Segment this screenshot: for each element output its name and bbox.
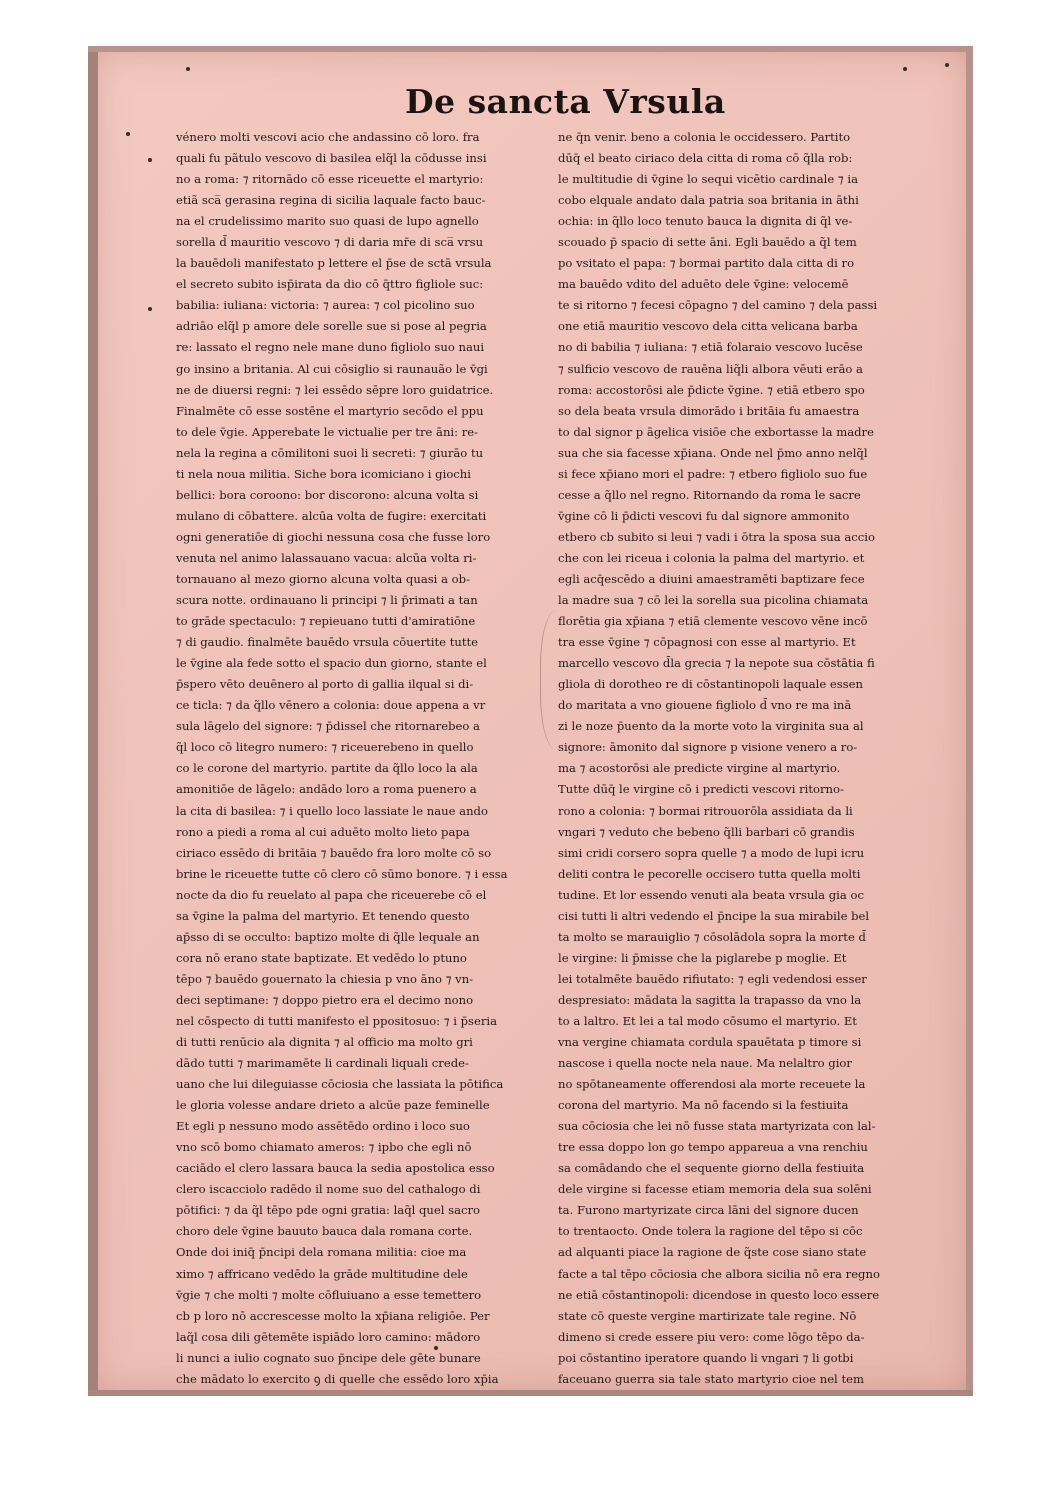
- ink-speck: [903, 67, 907, 71]
- text-line: clero iscacciolo radēdo il nome suo del cathalogo di: [176, 1182, 481, 1197]
- text-line: si fece xp̄iano mori el padre: ⁊ etbero figliolo suo fue: [558, 466, 868, 481]
- text-line: ta molto se marauiglio ⁊ cōsolādola sopra la morte d̄: [558, 929, 866, 944]
- text-line: tornauano al mezo giorno alcuna volta quasi a ob-: [176, 571, 470, 586]
- text-line: ogni generatiōe di giochi nessuna cosa che fusse loro: [176, 529, 491, 544]
- text-line: le virgine: li p̄misse che la piglarebe p moglie. Et: [558, 950, 847, 965]
- text-line: nocte da dio fu reuelato al papa che riceuerebe cō el: [176, 887, 487, 902]
- text-line: uano che lui dileguiasse cōciosia che lassiata la pōtifica: [176, 1077, 504, 1092]
- text-line: p̄spero vēto deuēnero al porto di gallia ilqual si di-: [176, 677, 474, 692]
- text-line: brine le riceuette tutte cō clero cō sūmo bonore. ⁊ i essa: [176, 866, 508, 881]
- text-line: ciriaco essēdo di britāia ⁊ bauēdo fra loro molte cō so: [176, 845, 492, 860]
- text-line: di tutti renūcio ala dignita ⁊ al officio ma molto gri: [176, 1035, 473, 1050]
- text-line: ad alquanti piace la ragione de q̃ste cose siano state: [558, 1245, 867, 1260]
- text-line: deci septimane: ⁊ doppo pietro era el decimo nono: [176, 992, 474, 1007]
- text-line: corona del martyrio. Ma nō facendo si la festiuita: [558, 1098, 849, 1113]
- text-line: cora nō erano state baptizate. Et vedēdo lo ptuno: [176, 950, 467, 965]
- text-line: to dal signor p āgelica visiōe che exbortasse la madre: [558, 424, 874, 439]
- text-line: to trentaocto. Onde tolera la ragione del tēpo si cōc: [558, 1224, 863, 1239]
- ink-speck: [945, 63, 949, 67]
- text-line: te si ritorno ⁊ fecesi cōpagno ⁊ del camino ⁊ dela passi: [558, 298, 878, 313]
- text-line: le multitudie di v̄gine lo sequi vicētio cardinale ⁊ ia: [558, 172, 858, 187]
- text-line: che mādato lo exercito ꝯ di quelle che essēdo loro xp̄ia: [176, 1371, 499, 1386]
- text-line: vénero molti vescovi acio che andassino cō loro. fra: [176, 130, 480, 144]
- text-line: faceuano guerra sia tale stato martyrio cioe nel tem: [558, 1371, 864, 1386]
- text-line: cb p loro nō accrescesse molto la xp̄iana religiōe. Per: [176, 1308, 490, 1323]
- text-line: rono a piedi a roma al cui aduēto molto lieto papa: [176, 824, 470, 839]
- text-line: zi le noze p̄uento da la morte voto la virginita sua al: [558, 719, 864, 734]
- text-line: gliola di dorotheo re di cōstantinopoli laquale essen: [558, 677, 863, 692]
- text-line: ⁊ di gaudio. finalmēte bauēdo vrsula cōuertite tutte: [176, 635, 479, 650]
- text-line: ce ticla: ⁊ da q̃llo vēnero a colonia: doue appena a vr: [176, 698, 486, 713]
- text-line: laq̃l cosa dili gētemēte ispiādo loro camino: mādoro: [176, 1329, 481, 1344]
- ink-speck: [148, 158, 152, 162]
- text-line: go insino a britania. Al cui cōsiglio si raunauão le v̄gi: [176, 361, 488, 376]
- right-text-column: [558, 127, 918, 1390]
- text-line: scura notte. ordinauano li principi ⁊ li p̄rimati a tan: [176, 593, 478, 608]
- text-line: scouado p̄ spacio di sette āni. Egli bauēdo a q̃l tem: [558, 235, 857, 250]
- text-line: deliti contra le pecorelle occisero tutta quella molti: [558, 866, 861, 881]
- text-line: simi cridi corsero sopra quelle ⁊ a modo de lupi icru: [558, 845, 865, 860]
- text-line: signore: āmonito dal signore p visione venero a ro-: [558, 740, 858, 755]
- text-line: re: lassato el regno nele mane duno figliolo suo naui: [176, 340, 485, 355]
- left-text-column: [176, 127, 536, 1390]
- text-line: Tutte dūq̄ le virgine cō i predicti vescovi ritorno-: [558, 782, 844, 797]
- text-line: ne q̄n venir. beno a colonia le occidessero. Partito: [558, 130, 851, 144]
- text-line: sorella d̄ mauritio vescovo ⁊ di daria mr̄e di sca̅ vrsu: [176, 235, 484, 250]
- text-line: florētia gia xp̄iana ⁊ etiā clemente vescovo vēne incō: [558, 614, 868, 629]
- text-line: Onde doi iniq̄ p̄ncipi dela romana militia: cioe ma: [176, 1245, 467, 1260]
- text-line: to grāde spectaculo: ⁊ repieuano tutti d'amiratiōne: [176, 614, 476, 629]
- text-line: rono a colonia: ⁊ bormai ritrouorōla assidiata da li: [558, 803, 853, 818]
- ink-speck: [186, 67, 190, 71]
- text-line: facte a tal tēpo cōciosia che albora sicilia nō era regno: [558, 1266, 880, 1281]
- text-line: pōtifici: ⁊ da q̃l tēpo pde ogni gratia: laq̃l quel sacro: [176, 1203, 481, 1218]
- text-line: la madre sua ⁊ cō lei la sorella sua picolina chiamata: [558, 593, 869, 608]
- text-line: el secreto subito isp̄irata da dio cō q̄ttro figliole suc:: [176, 277, 484, 292]
- text-line: lei totalmēte bauēdo rifiutato: ⁊ egli vedendosi esser: [558, 971, 867, 986]
- text-line: despresiato: mādata la sagitta la trapasso da vno la: [558, 992, 862, 1007]
- text-line: ximo ⁊ affricano vedēdo la grāde multitudine dele: [176, 1266, 468, 1281]
- text-line: dimeno si crede essere piu vero: come lōgo tēpo da-: [558, 1329, 865, 1344]
- text-line: one etiā mauritio vescovo dela citta velicana barba: [558, 319, 858, 334]
- text-line: le v̄gine ala fede sotto el spacio dun giorno, stante el: [176, 656, 487, 671]
- text-line: caciādo el clero lassara bauca la sedia apostolica esso: [176, 1161, 495, 1176]
- text-line: la bauēdoli manifestato p lettere el p̄se de sctā vrsula: [176, 256, 492, 271]
- text-line: no di babilia ⁊ iuliana: ⁊ etiā folaraio vescovo lucēse: [558, 340, 863, 355]
- text-line: la cita di basilea: ⁊ i quello loco lassiate le naue ando: [176, 803, 488, 818]
- text-line: tudine. Et lor essendo venuti ala beata vrsula gia oc: [558, 887, 864, 902]
- text-line: no a roma: ⁊ ritornādo cō esse riceuette el martyrio:: [176, 172, 484, 187]
- text-line: sua cōciosia che lei nō fusse stata martyrizata con lal-: [558, 1119, 876, 1134]
- text-line: sa v̄gine la palma del martyrio. Et tenendo questo: [176, 908, 470, 923]
- text-line: vngari ⁊ veduto che bebeno q̃lli barbari cō grandis: [558, 824, 855, 839]
- text-line: roma: accostorōsi ale p̄dicte v̄gine. ⁊ etiā etbero spo: [558, 382, 865, 397]
- page-edge-right: [966, 46, 973, 1396]
- text-line: li nunci a iulio cognato suo p̄ncipe dele gēte bunare: [176, 1350, 481, 1365]
- text-line: to a laltro. Et lei a tal modo cōsumo el martyrio. Et: [558, 1013, 857, 1028]
- page-edge-left: [88, 46, 98, 1396]
- text-line: Finalmēte cō esse sostēne el martyrio secōdo el ppu: [176, 403, 484, 418]
- text-line: so dela beata vrsula dimorādo i britāia fu amaestra: [558, 403, 860, 418]
- text-line: amonitiōe de lāgelo: andādo loro a roma puenero a: [176, 782, 477, 797]
- text-line: bellici: bora coroono: bor discorono: alcuna volta si: [176, 487, 479, 502]
- text-line: co le corone del martyrio. partite da q̃llo loco la ala: [176, 761, 478, 776]
- text-line: v̄gine cō li p̄dicti vescovi fu dal signore ammonito: [558, 508, 850, 523]
- text-line: po vsitato el papa: ⁊ bormai partito dala citta di ro: [558, 256, 855, 271]
- text-line: ma bauēdo vdito del aduēto dele v̄gine: velocemē: [558, 277, 849, 292]
- text-line: ne etiā cōstantinopoli: dicendose in questo loco essere: [558, 1287, 880, 1302]
- text-line: etiã sca̅ gerasina regina di sicilia laquale facto bauc-: [176, 193, 486, 208]
- text-line: ochia: in q̃llo loco tenuto bauca la dignita di q̃l ve-: [558, 214, 853, 229]
- text-line: venuta nel animo lalassauano vacua: alcūa volta ri-: [176, 550, 477, 565]
- text-line: ma ⁊ acostorōsi ale predicte virgine al martyrio.: [558, 761, 841, 776]
- text-line: ⁊ sulficio vescovo de rauēna liq̃li albora vēuti erāo a: [558, 361, 863, 376]
- ink-speck: [126, 132, 130, 136]
- text-line: babilia: iuliana: victoria: ⁊ aurea: ⁊ col picolino suo: [176, 298, 475, 313]
- page-edge-top: [88, 46, 973, 52]
- text-line: to dele v̄gie. Apperebate le victualie per tre āni: re-: [176, 424, 479, 439]
- text-line: che con lei riceua i colonia la palma del martyrio. et: [558, 550, 865, 565]
- text-line: nascose i quella nocte nela naue. Ma nelaltro gior: [558, 1056, 852, 1071]
- text-line: ta. Furono martyrizate circa lāni del signore ducen: [558, 1203, 859, 1218]
- text-line: poi cōstantino iperatore quando li vngari ⁊ li gotbi: [558, 1350, 854, 1365]
- page-heading: De sancta Vrsula: [405, 82, 726, 121]
- text-line: tre essa doppo lon go tempo appareua a vna renchiu: [558, 1140, 868, 1155]
- text-line: state cō queste vergine martirizate tale regine. Nō: [558, 1308, 857, 1323]
- text-line: tēpo ⁊ bauēdo gouernato la chiesia p vno āno ⁊ vn-: [176, 971, 474, 986]
- text-line: cisi tutti li altri vedendo el p̄ncipe la sua mirabile bel: [558, 908, 870, 923]
- text-line: no spōtaneamente offerendosi ala morte receuete la: [558, 1077, 866, 1092]
- text-line: na el crudelissimo marito suo quasi de lupo agnello: [176, 214, 479, 229]
- text-line: v̄gie ⁊ che molti ⁊ molte cōfluiuano a esse temettero: [176, 1287, 482, 1302]
- text-line: vna vergine chiamata cordula spauētata p timore si: [558, 1035, 862, 1050]
- text-line: adriāo elq̃l p amore dele sorelle sue si pose al pegria: [176, 319, 487, 334]
- text-line: nela la regina a cōmilitoni suoi li secreti: ⁊ giurāo tu: [176, 445, 484, 460]
- text-line: quali fu pãtulo vescovo di basilea elq̃l la cōdusse insi: [176, 151, 487, 166]
- text-line: marcello vescovo d̄la grecia ⁊ la nepote sua cōstātia fi: [558, 656, 875, 671]
- text-line: tra esse v̄gine ⁊ cōpagnosi con esse al martyrio. Et: [558, 635, 856, 650]
- text-line: ap̄sso di se occulto: baptizo molte di q̃lle lequale an: [176, 929, 480, 944]
- page-edge-bottom: [88, 1390, 973, 1396]
- ink-speck: [434, 1346, 438, 1350]
- text-line: nel cōspecto di tutti manifesto el ppositosuo: ⁊ i p̄seria: [176, 1013, 498, 1028]
- text-line: egli acq̄escēdo a diuini amaestramēti baptizare fece: [558, 571, 865, 586]
- text-line: cobo elquale andato dala patria soa britania in āthi: [558, 193, 859, 208]
- text-line: dele virgine si facesse etiam memoria dela sua solēni: [558, 1182, 872, 1197]
- text-line: vno scō bomo chiamato ameros: ⁊ ipbo che egli nō: [176, 1140, 472, 1155]
- text-line: sua che sia facesse xp̄iana. Onde nel p̄mo anno nelq̃l: [558, 445, 868, 460]
- text-line: Et egli p nessuno modo assētēdo ordino i loco suo: [176, 1119, 470, 1134]
- text-line: do maritata a vno giouene figliolo d̄ vno re ma inā: [558, 698, 852, 713]
- text-line: choro dele v̄gine bauuto bauca dala romana corte.: [176, 1224, 473, 1239]
- text-line: sula lāgelo del signore: ⁊ p̄dissel che ritornarebeo a: [176, 719, 480, 734]
- text-line: le gloria volesse andare drieto a alcūe paze feminelle: [176, 1098, 490, 1113]
- text-line: mulano di cōbattere. alcūa volta de fugire: exercitati: [176, 508, 487, 523]
- text-line: q̃l loco cō litegro numero: ⁊ riceuerebeno in quello: [176, 740, 474, 755]
- text-line: cesse a q̃llo nel regno. Ritornando da roma le sacre: [558, 487, 861, 502]
- text-line: dūq̄ el beato ciriaco dela citta di roma cō q̃lla rob:: [558, 151, 853, 166]
- text-line: etbero cb subito si leui ⁊ vadi i ōtra la sposa sua accio: [558, 529, 875, 544]
- text-line: ti nela noua militia. Siche bora icomiciano i giochi: [176, 466, 471, 481]
- ink-speck: [148, 307, 152, 311]
- text-line: sa comādando che el sequente giorno della festiuita: [558, 1161, 865, 1176]
- text-line: dādo tutti ⁊ marimamēte li cardinali liquali crede-: [176, 1056, 469, 1071]
- text-line: ne de diuersi regni: ⁊ lei essēdo sēpre loro guidatrice.: [176, 382, 494, 397]
